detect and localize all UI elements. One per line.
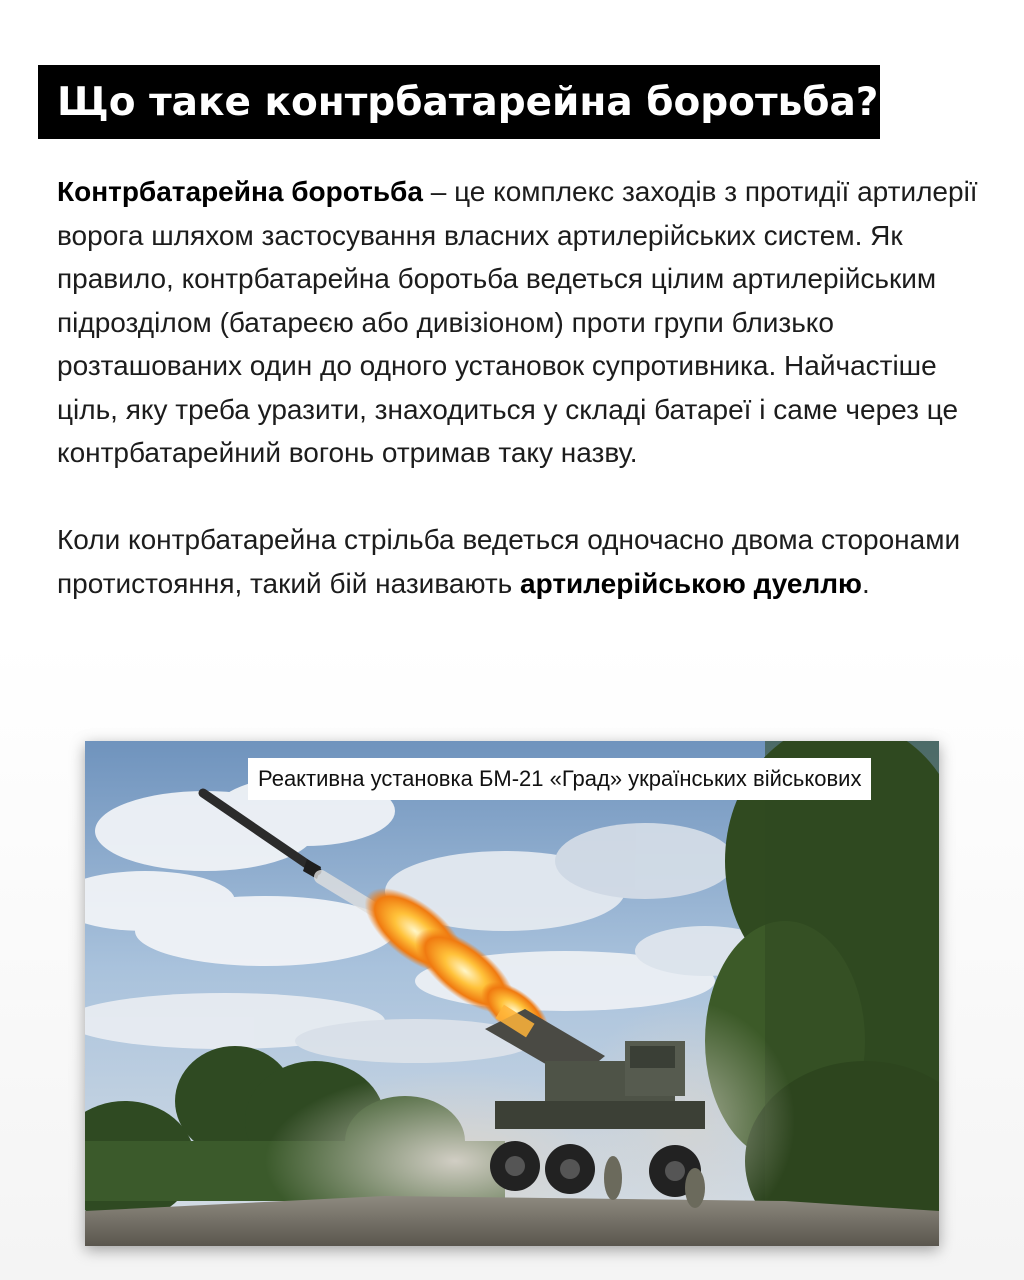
photo-illustration — [85, 741, 939, 1246]
duel-text-end: . — [861, 567, 870, 599]
title-bar — [38, 65, 880, 139]
page-title: Що таке контрбатарейна боротьба? — [57, 79, 879, 125]
paragraph-definition — [57, 170, 982, 475]
term-artillery-duel: артилерійською дуеллю — [520, 567, 862, 599]
duel-text: Коли контрбатарейна стрільба ведеться одночасно двома сторонами протистояння, такий бій називають — [57, 524, 961, 599]
definition-text: – це комплекс заходів з протидії артилерії ворога шляхом застосування власних артилерійських систем. Як правило, контрбатарейна боротьба ведеться цілим артилерійським підрозділом (батареєю або дивізіоном) проти групи близько розташованих один до одного установок супротивника. Найчастіше ціль, яку треба уразити, знаходиться у складі батареї і саме через це контрбатарейний вогонь отримав таку назву. — [57, 176, 978, 468]
paragraph-duel — [57, 518, 982, 605]
term-counter-battery: Контрбатарейна боротьба — [57, 176, 423, 207]
photo-caption: Реактивна установка БМ-21 «Град» українських військових — [248, 758, 871, 800]
photo-grad-launcher — [85, 741, 939, 1246]
article-text — [57, 170, 982, 605]
